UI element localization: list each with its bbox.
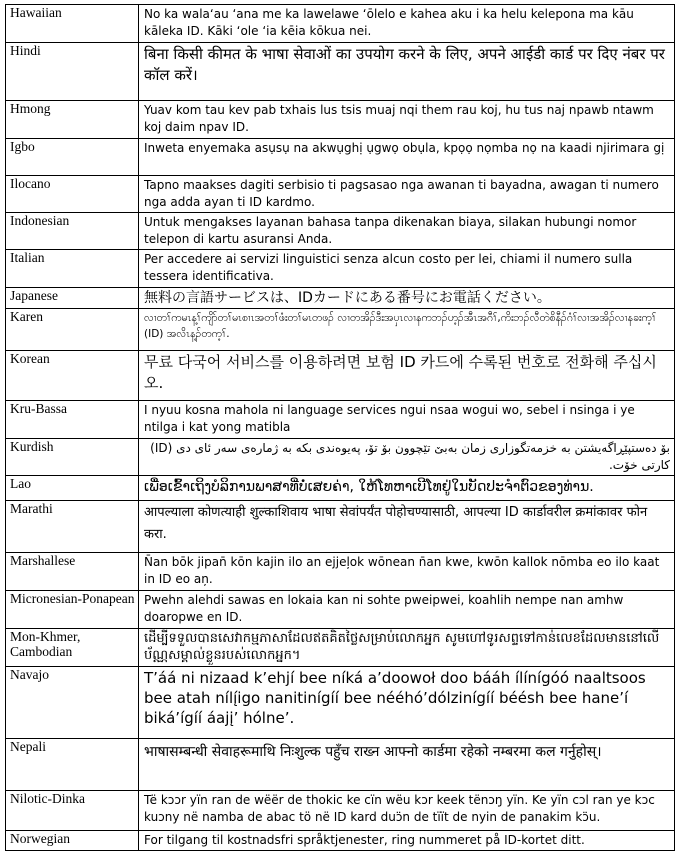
translated-text: 無料の言語サービスは、IDカードにある番号にお電話ください。 <box>139 288 675 309</box>
language-name: Norwegian <box>6 831 139 851</box>
language-name: Hawaiian <box>6 5 139 43</box>
table-row <box>6 213 675 250</box>
table-row <box>6 591 675 629</box>
table-row <box>6 739 675 791</box>
language-name: Nilotic-Dinka <box>6 791 139 831</box>
translated-text: Pwehn alehdi sawas en lokaia kan ni sohte pweipwei, koahlih nempe nan amhw doaropwe en ID. <box>139 591 675 629</box>
language-name: Italian <box>6 250 139 288</box>
table-row <box>6 250 675 288</box>
translated-text: ដើម្បីទទួលបានសេវាកម្មភាសាដែលឥតគិតថ្លៃសម្រាប់លោកអ្នក សូមហៅទូរសព្ទទៅកាន់លេខដែលមាននៅលើប័ណ្ណសម្គាល់ខ្លួនរបស់លោកអ្នក។ <box>139 629 675 667</box>
translated-text: بۆ دەستپێڕاگەیشتن بە خزمەتگوزاری زمان بەبێ تێچوون بۆ تۆ، پەیوەندی بکە بە ژمارەی سەر ئای دی (ID) کارتی خۆت. <box>139 439 675 476</box>
language-name: Japanese <box>6 288 139 309</box>
language-table <box>5 4 675 851</box>
translated-text: N̄an bōk jipan̄ kōn kajin ilo an ejjeļok wōnean n̄an kwe, kwōn kallok nōmba eo ilo kaat in ID eo aņ. <box>139 553 675 591</box>
translated-text: 무료 다국어 서비스를 이용하려면 보험 ID 카드에 수록된 번호로 전화해 주십시오. <box>139 351 675 401</box>
table-row <box>6 43 675 101</box>
language-name: Kurdish <box>6 439 139 476</box>
table-row <box>6 309 675 351</box>
translated-text: Tapno maakses dagiti serbisio ti pagsasao nga awanan ti bayadna, awagan ti numero nga adda ayan ti ID kardmo. <box>139 176 675 213</box>
table-row <box>6 401 675 439</box>
table-row <box>6 831 675 851</box>
language-name: Hindi <box>6 43 139 101</box>
language-name: Kru-Bassa <box>6 401 139 439</box>
language-name: Mon-Khmer, Cambodian <box>6 629 139 667</box>
translated-text: Të kɔɔr yïn ran de wëër de thokic ke cïn wëu kɔr keek tënɔŋ yïn. Ke yïn cɔl ran ye kɔc kuɔny në namba de abac tö në ID kard duɔ̈n de tïït de nyin de panakim kɔ̈u. <box>139 791 675 831</box>
table-row <box>6 476 675 501</box>
translated-text: Inweta enyemaka asụsụ na akwụghị ụgwọ obụla, kpọọ nọmba nọ na kaadi njirimara gị <box>139 139 675 176</box>
language-name: Indonesian <box>6 213 139 250</box>
language-name: Marshallese <box>6 553 139 591</box>
translated-text: भाषासम्बन्धी सेवाहरूमाथि निःशुल्क पहुँच राख्न आफ्नो कार्डमा रहेको नम्बरमा कल गर्नुहोस्। <box>139 739 675 791</box>
language-name: Ilocano <box>6 176 139 213</box>
language-name: Lao <box>6 476 139 501</box>
table-row <box>6 139 675 176</box>
language-name: Karen <box>6 309 139 351</box>
table-row <box>6 553 675 591</box>
table-row <box>6 791 675 831</box>
translated-text: Untuk mengakses layanan bahasa tanpa dikenakan biaya, silakan hubungi nomor telepon di kartu asuransi Anda. <box>139 213 675 250</box>
table-row <box>6 101 675 139</box>
translated-text: बिना किसी कीमत के भाषा सेवाओं का उपयोग करने के लिए, अपने आईडी कार्ड पर दिए नंबर पर कॉल करें। <box>139 43 675 101</box>
table-row <box>6 176 675 213</box>
language-name: Igbo <box>6 139 139 176</box>
language-name: Marathi <box>6 501 139 553</box>
translated-text: Yuav kom tau kev pab txhais lus tsis muaj nqi them rau koj, hu tus naj npawb ntawm koj daim npav ID. <box>139 101 675 139</box>
table-row <box>6 5 675 43</box>
table-row <box>6 629 675 667</box>
language-name: Micronesian-Ponapean <box>6 591 139 629</box>
table-row <box>6 667 675 739</box>
translated-text: T’áá ni nizaad k’ehjí bee níká a’doowoł doo bááh ílínígóó naaltsoos bee atah nílį́igo nanitinígíí bee nééhó’dólzinígíí béésh bee hane’í biká’ígíí áajį’ hólne’. <box>139 667 675 739</box>
translated-text: I nyuu kosna mahola ni language services ngui nsaa wogui wo, sebel i nsinga i ye ntilga i kat yong matibla <box>139 401 675 439</box>
translated-text: No ka wala‘au ‘ana me ka lawelawe ‘ōlelo e kahea aku i ka helu kelepona ma kāu kāleka ID. Kāki ‘ole ‘ia kēia kōkua nei. <box>139 5 675 43</box>
translated-text: आपल्याला कोणत्याही शुल्काशिवाय भाषा सेवांपर्यंत पोहोचण्यासाठी, आपल्या ID कार्डावरील क्रमांकावर फोन करा. <box>139 501 675 553</box>
language-name: Navajo <box>6 667 139 739</box>
translated-text: ເພື່ອເຂົ້າເຖິງບໍລິການພາສາທີ່ບໍ່ເສຍຄ່າ, ໃຫ້ໂທຫາເບີໂທຢູ່ໃນບັດປະຈຳຕົວຂອງທ່ານ. <box>139 476 675 501</box>
table-row <box>6 439 675 476</box>
table-row <box>6 351 675 401</box>
language-name: Nepali <box>6 739 139 791</box>
translated-text: Per accedere ai servizi linguistici senza alcun costo per lei, chiami il numero sulla tessera identificativa. <box>139 250 675 288</box>
translated-text: For tilgang til kostnadsfri språktjenester, ring nummeret på ID-kortet ditt. <box>139 831 675 851</box>
language-name: Korean <box>6 351 139 401</box>
language-name: Hmong <box>6 101 139 139</box>
table-row <box>6 288 675 309</box>
translated-text: လၢတၢ်ကမၤန့ၢ်ကျိာ်တၢ်မၤစၢၤအတၢ်ဖံးတၢ်မၤတဖၣ် လၢတအိၣ်ဒီးအပှၤလၢနကဘၣ်ဟ့ၣ်အီၤအဂီၢ်,ကိးဘၣ်လီတဲစိနီၣ်ဂံၢ်လၢအအိၣ်လၢနခးက့ၢ် (ID) အလိၤန့ၣ်တက့ၢ်. <box>139 309 675 351</box>
table-row <box>6 501 675 553</box>
